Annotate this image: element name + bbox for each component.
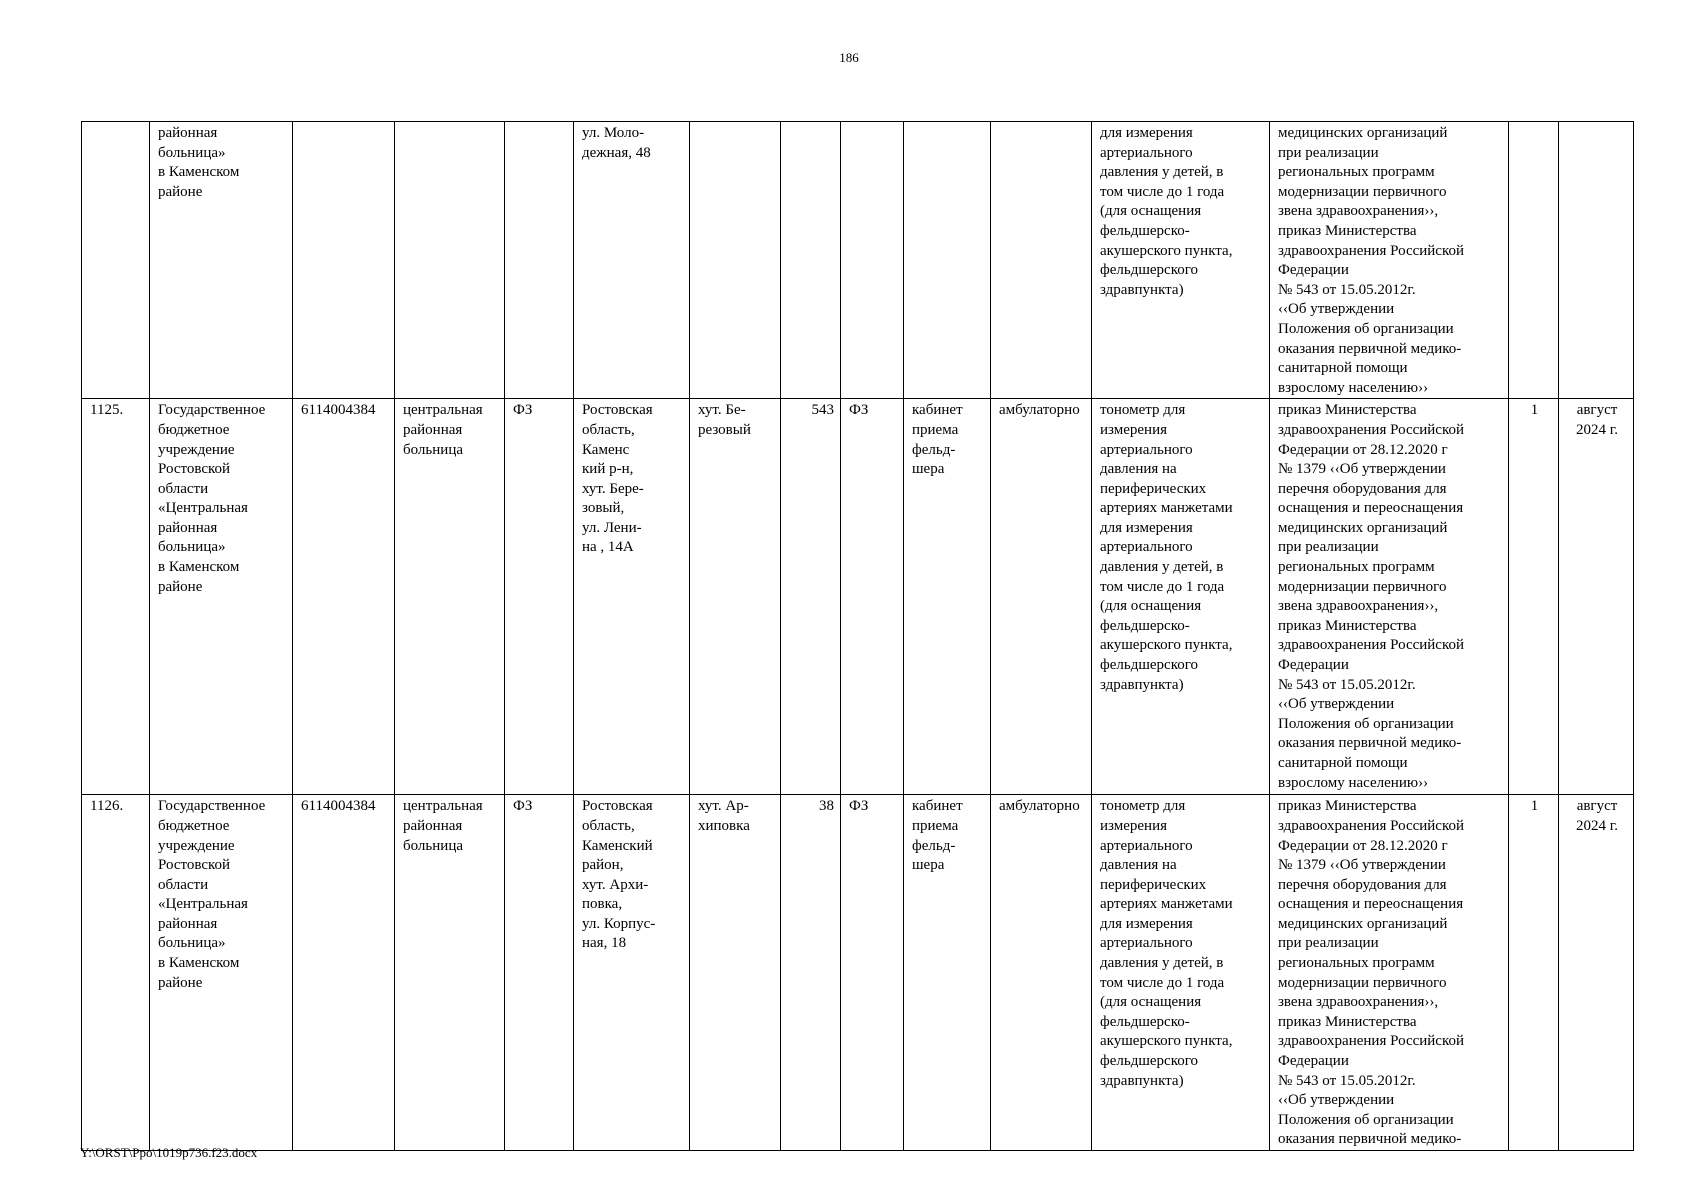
fz-cell: ФЗ <box>505 795 574 1151</box>
file-path-footer: Y:\ORST\Ppo\1019p736.f23.docx <box>80 1145 258 1160</box>
settlement-cell <box>690 122 781 399</box>
fz-cell: ФЗ <box>505 399 574 795</box>
legal-basis-cell: медицинских организаций при реализации региональных программ модернизации первичного звена здравоохранения››, приказ Министерства здравоохранения Российской Федерации № 543 от 15.05.2012г. ‹‹Об утверждении Положения об организации оказания первичной медико- санитарной помощи взрослому населению›› <box>1270 122 1509 399</box>
population-cell <box>781 122 841 399</box>
address-cell: Ростовская область, Каменс кий р-н, хут. Бере- зовый, ул. Лени- на , 14А <box>574 399 690 795</box>
legal-basis-cell: приказ Министерства здравоохранения Российской Федерации от 28.12.2020 г № 1379 ‹‹Об утверждении перечня оборудования для оснащения и переоснащения медицинских организаций при реализации региональных программ модернизации первичного звена здравоохранения››, приказ Министерства здравоохранения Российской Федерации № 543 от 15.05.2012г. ‹‹Об утверждении Положения об организации оказания первичной медико- <box>1270 795 1509 1151</box>
date-cell: август 2024 г. <box>1559 795 1634 1151</box>
unit-type-cell <box>841 122 904 399</box>
table-row <box>82 399 1634 795</box>
row-number-cell: 1125. <box>82 399 150 795</box>
unit-type-cell: ФЗ <box>841 795 904 1151</box>
row-number-cell <box>82 122 150 399</box>
legal-basis-cell: приказ Министерства здравоохранения Российской Федерации от 28.12.2020 г № 1379 ‹‹Об утверждении перечня оборудования для оснащения и переоснащения медицинских организаций при реализации региональных программ модернизации первичного звена здравоохранения››, приказ Министерства здравоохранения Российской Федерации № 543 от 15.05.2012г. ‹‹Об утверждении Положения об организации оказания первичной медико- санитарной помощи взрослому населению›› <box>1270 399 1509 795</box>
date-cell <box>1559 122 1634 399</box>
institution-type-cell: центральная районная больница <box>395 795 505 1151</box>
inn-cell: 6114004384 <box>293 399 395 795</box>
quantity-cell: 1 <box>1509 399 1559 795</box>
care-form-cell <box>991 122 1092 399</box>
care-form-cell: амбулаторно <box>991 399 1092 795</box>
table-row <box>82 795 1634 1151</box>
address-cell: Ростовская область, Каменский район, хут. Архи- повка, ул. Корпус- ная, 18 <box>574 795 690 1151</box>
settlement-cell: хут. Бе- резовый <box>690 399 781 795</box>
table-row <box>82 122 1634 399</box>
quantity-cell <box>1509 122 1559 399</box>
settlement-cell: хут. Ар- хиповка <box>690 795 781 1151</box>
quantity-cell: 1 <box>1509 795 1559 1151</box>
organization-cell: Государственное бюджетное учреждение Ростовской области «Центральная районная больница» в Каменском районе <box>150 399 293 795</box>
inn-cell <box>293 122 395 399</box>
equipment-cell: тонометр для измерения артериального давления на периферических артериях манжетами для измерения артериального давления у детей, в том числе до 1 года (для оснащения фельдшерско- акушерского пункта, фельдшерского здравпункта) <box>1092 399 1270 795</box>
row-number-cell: 1126. <box>82 795 150 1151</box>
equipment-cell: для измерения артериального давления у детей, в том числе до 1 года (для оснащения фельдшерско- акушерского пункта, фельдшерского здравпункта) <box>1092 122 1270 399</box>
date-cell: август 2024 г. <box>1559 399 1634 795</box>
population-cell: 38 <box>781 795 841 1151</box>
organization-cell: районная больница» в Каменском районе <box>150 122 293 399</box>
population-cell: 543 <box>781 399 841 795</box>
room-cell <box>904 122 991 399</box>
page-number: 186 <box>839 50 859 65</box>
address-cell: ул. Моло- дежная, 48 <box>574 122 690 399</box>
organization-cell: Государственное бюджетное учреждение Ростовской области «Центральная районная больница» в Каменском районе <box>150 795 293 1151</box>
institution-type-cell: центральная районная больница <box>395 399 505 795</box>
room-cell: кабинет приема фельд- шера <box>904 795 991 1151</box>
fz-cell <box>505 122 574 399</box>
institution-type-cell <box>395 122 505 399</box>
inn-cell: 6114004384 <box>293 795 395 1151</box>
room-cell: кабинет приема фельд- шера <box>904 399 991 795</box>
unit-type-cell: ФЗ <box>841 399 904 795</box>
equipment-cell: тонометр для измерения артериального давления на периферических артериях манжетами для измерения артериального давления у детей, в том числе до 1 года (для оснащения фельдшерско- акушерского пункта, фельдшерского здравпункта) <box>1092 795 1270 1151</box>
care-form-cell: амбулаторно <box>991 795 1092 1151</box>
equipment-table <box>81 121 1634 1151</box>
